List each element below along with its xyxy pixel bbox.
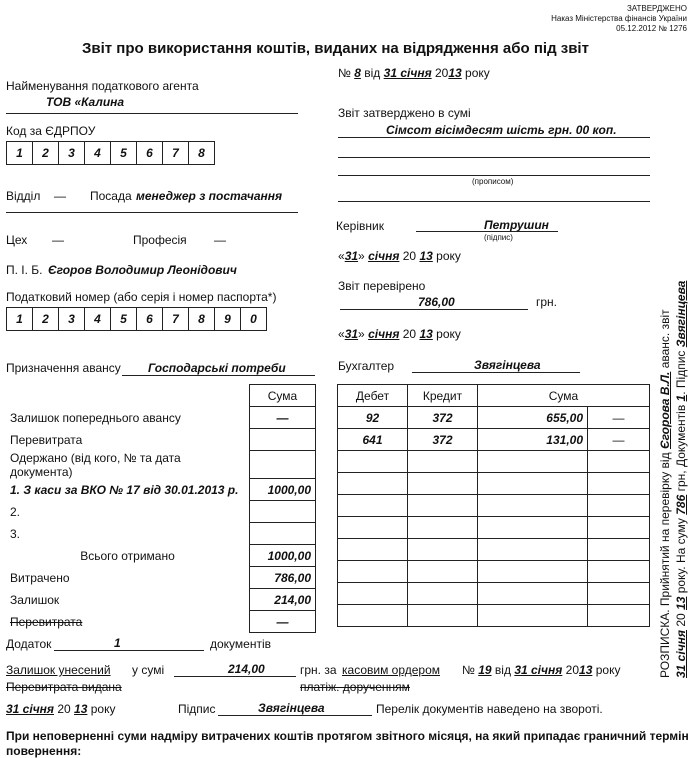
debit-cell: 92 (338, 407, 408, 429)
profession-label: Професія (133, 233, 187, 247)
table-row (338, 605, 650, 627)
accountant-label: Бухгалтер (338, 359, 395, 373)
edrpou-cell: 1 (7, 142, 33, 165)
head-label: Керівник (336, 219, 384, 233)
table-row (6, 611, 316, 633)
table-row (338, 407, 650, 429)
row-value: 1000,00 (250, 545, 316, 567)
edrpou-cell: 8 (189, 142, 215, 165)
pib-label: П. І. Б. (6, 263, 43, 277)
table-row (338, 429, 650, 451)
table-row (6, 545, 316, 567)
row-label: Всього отримано (6, 545, 250, 567)
row-label: Залишок попереднього авансу (6, 407, 250, 429)
table-row (338, 495, 650, 517)
row-label: 1. З каси за ВКО № 17 від 30.01.2013 р. (6, 479, 250, 501)
row-label: Перевитрата (6, 611, 250, 633)
row-value: 1000,00 (250, 479, 316, 501)
table-row (6, 407, 316, 429)
dept-value: — (54, 189, 66, 203)
row-label: 3. (6, 523, 250, 545)
edrpou-label: Код за ЄДРПОУ (6, 124, 96, 138)
edrpou-cell: 6 (137, 142, 163, 165)
date-2: «31» січня 20 13 року (338, 327, 461, 341)
approved-caption: (прописом) (472, 177, 514, 186)
tax-cell: 6 (137, 308, 163, 331)
row-label: Одержано (від кого, № та дата документа) (6, 451, 250, 479)
sum-cell: 131,00 (478, 429, 588, 451)
checked-currency: грн. (536, 295, 558, 309)
debit-cell: 641 (338, 429, 408, 451)
approval-stamp (551, 4, 687, 34)
credit-cell: 372 (408, 407, 478, 429)
debit-header: Дебет (338, 385, 408, 407)
remainder-sum: 214,00 (228, 662, 265, 676)
overspend-alt: платіж. дорученням (300, 680, 410, 694)
table-row (338, 583, 650, 605)
tax-cell: 9 (215, 308, 241, 331)
approval-line1: ЗАТВЕРДЖЕНО (626, 4, 687, 13)
sign-label: Підпис (178, 702, 216, 716)
credit-header: Кредит (408, 385, 478, 407)
row-value: — (250, 611, 316, 633)
sum-header: Сума (478, 385, 650, 407)
tax-cell: 8 (189, 308, 215, 331)
sign-note: Перелік документів наведено на звороті. (376, 702, 603, 716)
agent-value: ТОВ «Калина (46, 95, 125, 109)
row-value (250, 501, 316, 523)
table-row (338, 517, 650, 539)
table-row (6, 589, 316, 611)
remainder-grn: грн. за (300, 663, 337, 677)
edrpou-cell: 2 (33, 142, 59, 165)
remainder-order: касовим ордером (342, 663, 441, 677)
report-no: 8 (354, 66, 361, 80)
tax-cell: 7 (163, 308, 189, 331)
tax-cell: 0 (241, 308, 267, 331)
row-value: 214,00 (250, 589, 316, 611)
sign-value: Звягінцева (258, 701, 325, 715)
remainder-line: Залишок унесений (6, 663, 111, 677)
edrpou-cell: 5 (111, 142, 137, 165)
table-row (6, 451, 316, 479)
tax-label: Податковий номер (або серія і номер паспорта*) (6, 290, 277, 304)
left-table (6, 384, 316, 633)
shop-label: Цех (6, 233, 28, 247)
checked-value: 786,00 (418, 295, 455, 309)
checked-label: Звіт перевірено (338, 279, 426, 293)
row-label: Витрачено (6, 567, 250, 589)
edrpou-cell: 3 (59, 142, 85, 165)
head-caption: (підпис) (484, 233, 513, 242)
row-label: Перевитрата (6, 429, 250, 451)
profession-value: — (214, 233, 226, 247)
tax-cell: 5 (111, 308, 137, 331)
table-row (338, 473, 650, 495)
overspend-label: Перевитрата видана (6, 680, 122, 694)
footer-note: При неповерненні суми надміру витрачених коштів протягом звітного місяця, на який припадає граничний термін повернення: (6, 729, 689, 758)
table-row (6, 479, 316, 501)
right-table (337, 384, 650, 627)
tax-cell: 4 (85, 308, 111, 331)
row-value (250, 451, 316, 479)
remainder-sum-label: у сумі (132, 663, 165, 677)
position-value: менеджер з постачання (136, 189, 283, 203)
remainder-order-no: № 19 від 31 січня 2013 року (462, 663, 621, 677)
credit-cell: 372 (408, 429, 478, 451)
tax-cell: 3 (59, 308, 85, 331)
row-label: 2. (6, 501, 250, 523)
table-row (338, 561, 650, 583)
row-value (250, 429, 316, 451)
receipt-line2: 31 січня 20 13 року. На суму 786 грн, Документів 1. Підпис Звягінцева (674, 280, 688, 678)
edrpou-grid (6, 141, 215, 165)
attachment-suffix: документів (210, 637, 272, 651)
approved-label: Звіт затверджено в сумі (338, 106, 471, 120)
table-row (6, 501, 316, 523)
dept-label: Відділ (6, 189, 41, 203)
report-number-line: № 8 від 31 січня 2013 року (338, 66, 490, 80)
purpose-value: Господарські потреби (148, 361, 286, 375)
purpose-label: Призначення авансу (6, 361, 121, 375)
table-row (6, 523, 316, 545)
row-value (250, 523, 316, 545)
attachment-value: 1 (114, 636, 121, 650)
table-row (6, 567, 316, 589)
sign-date: 31 січня 20 13 року (6, 702, 116, 716)
accountant-value: Звягінцева (474, 358, 541, 372)
tax-grid (6, 307, 267, 331)
attachment-label: Додаток (6, 637, 52, 651)
edrpou-cell: 7 (163, 142, 189, 165)
approval-line3: 05.12.2012 № 1276 (616, 24, 687, 33)
edrpou-cell: 4 (85, 142, 111, 165)
report-date: 31 січня (383, 66, 432, 80)
row-value: 786,00 (250, 567, 316, 589)
shop-value: — (52, 233, 64, 247)
approval-line2: Наказ Міністерства фінансів України (551, 14, 687, 23)
tax-cell: 1 (7, 308, 33, 331)
left-table-header: Сума (250, 385, 316, 407)
row-value: — (250, 407, 316, 429)
sum-cell: 655,00 (478, 407, 588, 429)
date-1: «31» січня 20 13 року (338, 249, 461, 263)
pib-value: Єгоров Володимир Леонідович (48, 263, 237, 277)
head-value: Петрушин (484, 218, 549, 232)
table-row (338, 451, 650, 473)
approved-value: Сімсот вісімдесят шість грн. 00 коп. (386, 123, 617, 137)
table-row (338, 539, 650, 561)
position-label: Посада (90, 189, 132, 203)
tax-cell: 2 (33, 308, 59, 331)
agent-label: Найменування податкового агента (6, 79, 199, 93)
kop-cell: — (588, 407, 650, 429)
page-title: Звіт про використання коштів, виданих на відрядження або під звіт (82, 40, 589, 57)
receipt-line1: РОЗПИСКА. Прийнятий на перевірку від Єгорова В.Л. аванс. звіт (658, 309, 672, 678)
table-row (6, 429, 316, 451)
row-label: Залишок (6, 589, 250, 611)
kop-cell: — (588, 429, 650, 451)
